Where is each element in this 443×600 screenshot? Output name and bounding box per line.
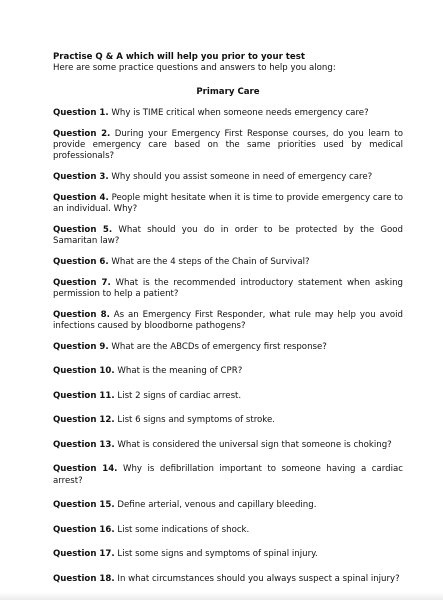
question-number: Question 18. [53,573,115,584]
question-text: What are the ABCDs of emergency first response? [111,341,327,352]
question-item [53,129,403,163]
question-item [53,415,403,426]
question-item [53,310,403,332]
question-number: Question 7. [53,277,111,288]
question-item [53,193,403,215]
question-text: People might hesitate when it is time to provide emergency care to an individual. Why? [53,192,403,214]
question-text: List 6 signs and symptoms of stroke. [117,415,275,426]
question-text: What should you do in order to be protected by the Good Samaritan law? [53,224,404,246]
question-text: What is considered the universal sign that someone is choking? [117,439,392,450]
question-number: Question 10. [53,366,115,377]
document-heading: Practise Q & A which will help you prior to your test [53,52,305,62]
page-bottom-edge [0,592,443,600]
question-number: Question 11. [53,390,115,401]
question-text: Why should you assist someone in need of emergency care? [111,171,373,182]
question-number: Question 14. [53,464,118,475]
section-title: Primary Care [196,87,260,98]
question-number: Question 15. [53,500,115,511]
question-item [53,500,403,511]
question-item [53,391,403,402]
question-number: Question 6. [53,256,109,267]
question-number: Question 2. [53,128,111,139]
question-text: What is the meaning of CPR? [117,366,243,377]
question-number: Question 8. [53,309,110,320]
document-body [53,52,403,598]
question-item [53,257,403,268]
question-item [53,172,403,183]
question-item [53,549,403,560]
question-item [53,278,403,300]
question-text: What is the recommended introductory statement when asking permission to help a patient? [53,277,403,299]
question-item [53,342,403,353]
question-text: What are the 4 steps of the Chain of Survival? [111,256,310,267]
question-number: Question 9. [53,341,109,352]
question-item [53,464,403,486]
question-text: In what circumstances should you always suspect a spinal injury? [117,573,400,584]
question-text: As an Emergency First Responder, what rule may help you avoid infections caused by bloodborne pathogens? [53,309,404,332]
question-number: Question 17. [53,549,115,560]
question-number: Question 16. [53,524,115,535]
question-text: List some indications of shock. [117,524,250,535]
question-item [53,366,403,377]
question-number: Question 4. [53,192,109,203]
question-number: Question 5. [53,224,113,235]
question-text: During your Emergency First Response courses, do you learn to provide emergency care based on the same priorities used by medical professionals? [53,128,403,161]
document-intro: Here are some practice questions and answers to help you along: [53,63,336,74]
question-item [53,525,403,536]
question-item [53,225,403,247]
question-text: Why is TIME critical when someone needs emergency care? [111,107,369,118]
question-number: Question 3. [53,171,109,182]
question-item [53,108,403,119]
question-text: List some signs and symptoms of spinal injury. [117,549,318,560]
question-item [53,574,403,585]
question-text: Why is defibrillation important to someone having a cardiac arrest? [53,464,403,486]
question-text: Define arterial, venous and capillary bleeding. [117,500,317,511]
question-item [53,440,403,451]
question-number: Question 13. [53,439,115,450]
question-number: Question 12. [53,415,115,426]
question-number: Question 1. [53,107,109,118]
question-text: List 2 signs of cardiac arrest. [117,390,242,401]
